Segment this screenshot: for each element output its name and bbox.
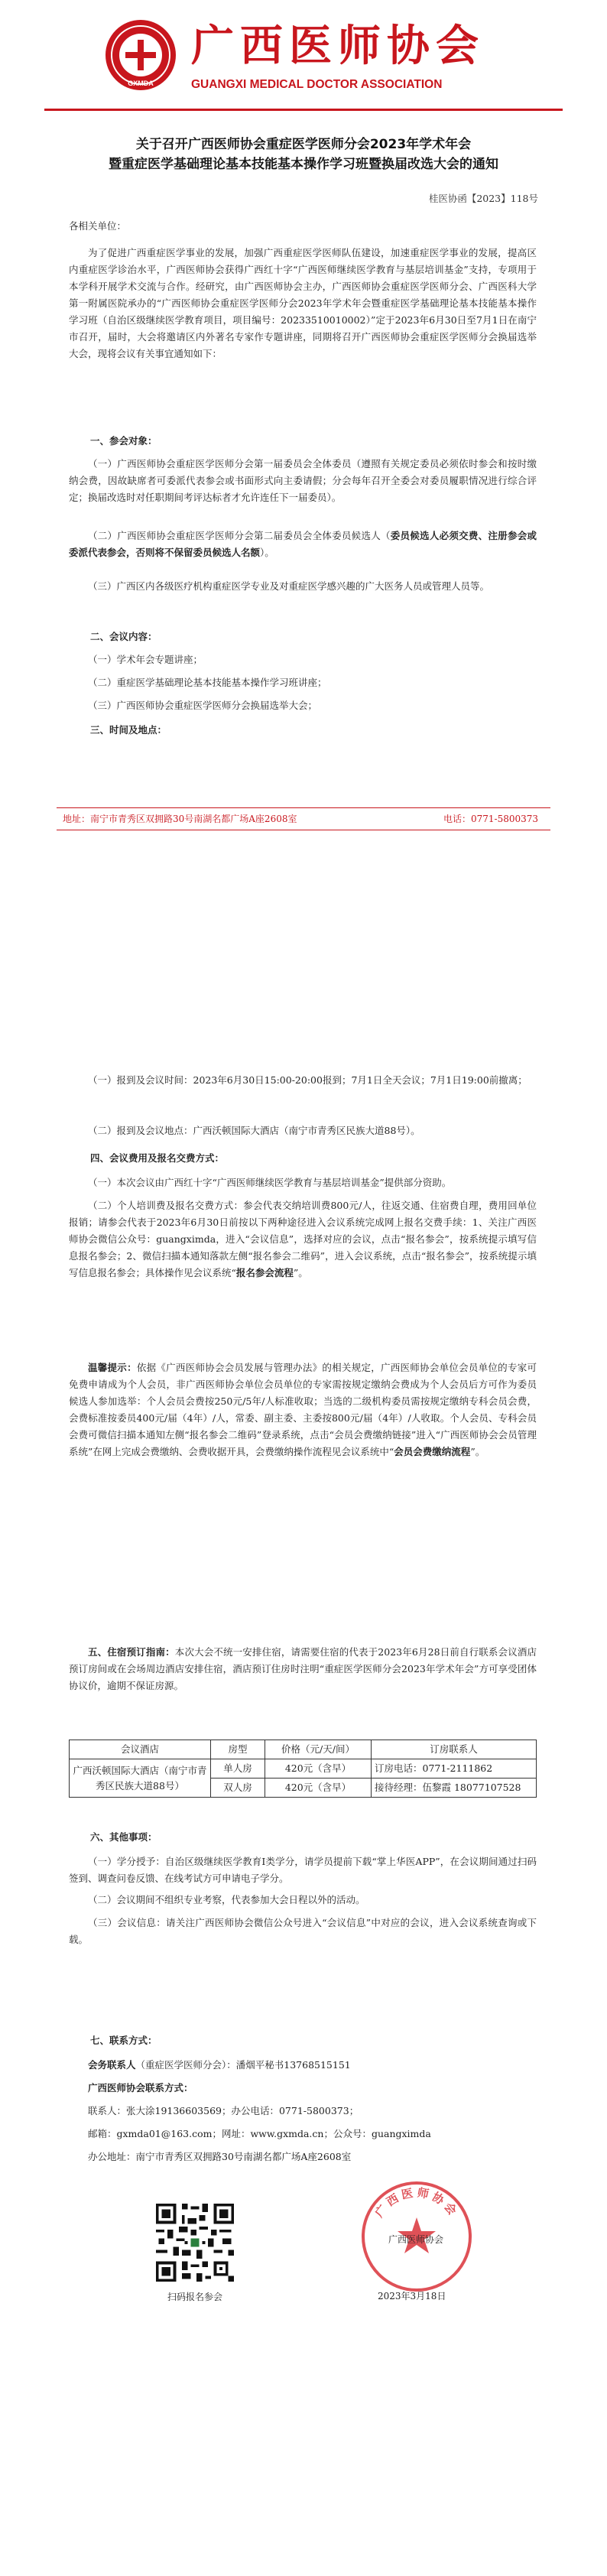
- candidate-requirement: 委员候选人必须交费、注册参会或委派代表参会，否则将不保留委员候选人名额: [69, 530, 537, 558]
- tip-label: 温馨提示：: [88, 1362, 137, 1373]
- room-type: 双人房: [211, 1779, 265, 1798]
- section-5-heading: 五、住宿预订指南：: [88, 1646, 175, 1658]
- s6-p2: （二）会议期间不组织专业考察，代表参加大会日程以外的活动。: [88, 1894, 365, 1905]
- room-type: 单人房: [211, 1759, 265, 1779]
- s7-contact-2: 广西医师协会联系方式：: [88, 2082, 193, 2094]
- intro-paragraph: 为了促进广西重症医学事业的发展，加强广西重症医学医师队伍建设，加速重症医学事业的发展，提高区内重症医学诊治水平，广西医师协会获得广西红十字“广西医师继续医学教育与基层培训基金”支持，专项用于本学科开展学术交流与合作。经研究，由广西医师协会主办，广西医师协会重症医学医师分会、广西医科大学第一附属医院承办的“广西医师协会重症医学医师分会2023年学术年会暨重症医学基础理论基本技能基本操作学习班（自治区级继续医学教育项目，项目编号：20233510010002）”定于2023年6月30日至7月1日在南宁市召开，届时，大会将邀请区内外著名专家作专题讲座，同期将召开广西医师协会重症医学医师分会换届选举大会，现将会议有关事宜通知如下：: [69, 247, 537, 359]
- s5-paragraph: 五、住宿预订指南：本次大会不统一安排住宿，请需要住宿的代表于2023年6月28日前自行联系会议酒店预订房间或在会场周边酒店安排住宿，酒店预订住房时注明“重症医学医师分会2023年学术年会”方可享受团体协议价，逾期不保证房源。: [69, 1646, 537, 1691]
- room-price: 420元（含早）: [265, 1759, 372, 1779]
- table-header: 房型: [211, 1740, 265, 1759]
- table-header-row: [70, 1740, 537, 1759]
- section-1-heading: 一、参会对象：: [90, 435, 157, 447]
- letterhead-divider: [44, 109, 563, 111]
- table-header: 会议酒店: [70, 1740, 211, 1759]
- s7-line-2: 邮箱：gxmda01@163.com；网址：www.gxmda.cn；公众号：guangximda: [88, 2128, 431, 2139]
- booking-contact: 接待经理：伍黎霞 18077107528: [372, 1779, 537, 1798]
- s4-tip: 温馨提示：依据《广西医师协会会员发展与管理办法》的相关规定，广西医师协会单位会员单位的专家可免费申请成为个人会员，非广西医师协会单位会员单位的专家需按规定缴纳会费成为个人会员后方可作为委员候选人参加选举：个人会员会费按250元/5年/人标准收取；当选的二级机构委员需按规定缴纳专科会员会费，会费标准按委员400元/届（4年）/人，常委、副主委、主委按800元/届（4年）/人收取。个人会员、专科会员会费可微信扫描本通知左侧“报名参会二维码”登录系统，点击“会员会费缴纳链接”进入“广西医师协会会员管理系统”在网上完成会费缴纳、会费收据开具，会费缴纳操作流程见会议系统中“会员会费缴纳流程”。: [69, 1362, 537, 1457]
- s2-item-2: （二）重症医学基础理论基本技能基本操作学习班讲座；: [88, 677, 327, 688]
- address-text: 地址：南宁市青秀区双拥路30号南湖名都广场A座2608室: [63, 814, 297, 824]
- qr-caption: 扫码报名参会: [167, 2292, 222, 2302]
- room-price: 420元（含早）: [265, 1779, 372, 1798]
- svg-text:广西医师协会: 广西医师协会: [372, 2185, 462, 2220]
- s7-line-1: 联系人：张大涂19136603569；办公电话：0771-5800373；: [88, 2105, 359, 2116]
- doc-title-line2: 暨重症医学基础理论基本技能基本操作学习班暨换届改选大会的通知: [109, 157, 498, 172]
- section-2-heading: 二、会议内容：: [90, 631, 157, 642]
- s3-p2: （二）报到及会议地点：广西沃顿国际大酒店（南宁市青秀区民族大道88号）。: [88, 1125, 420, 1136]
- address-footer-bar: [57, 807, 550, 830]
- table-header: 订房联系人: [372, 1740, 537, 1759]
- booking-contact: 订房电话：0771-2111862: [372, 1759, 537, 1779]
- signature-date: 2023年3月18日: [378, 2291, 446, 2302]
- table-row: [70, 1759, 537, 1779]
- s1-p3: （三）广西区内各级医疗机构重症医学专业及对重症医学感兴趣的广大医务人员或管理人员等。: [88, 580, 490, 592]
- signature-organization: 广西医师协会: [388, 2234, 444, 2245]
- section-7-heading: 七、联系方式：: [90, 2035, 157, 2046]
- s1-p1: （一）广西医师协会重症医学医师分会第一届委员会全体委员（遵照有关规定委员必须依时参会和按时缴纳会费，因故缺席者可委派代表参会或书面形式向主委请假；分会每年召开全委会对委员履职情况进行综合评定；换届改选时对任职期间考评达标者才允许连任下一届委员）。: [69, 458, 537, 503]
- registration-qr-code-icon[interactable]: [153, 2201, 237, 2285]
- doc-title-line1: 关于召开广西医师协会重症医学医师分会2023年学术年会: [135, 137, 472, 152]
- s3-p1: （一）报到及会议时间：2023年6月30日15:00-20:00报到；7月1日全天会议；7月1日19:00前撤离；: [88, 1074, 527, 1086]
- s2-item-1: （一）学术年会专题讲座；: [88, 654, 203, 665]
- doc-number: 桂医协函【2023】118号: [428, 193, 538, 204]
- table-header: 价格（元/天/间）: [265, 1740, 372, 1759]
- section-3-heading: 三、时间及地点：: [90, 724, 167, 736]
- section-6-heading: 六、其他事项：: [90, 1831, 157, 1843]
- s7-contact-1: 会务联系人（重症医学医师分会）：潘烟平秘书13768515151: [88, 2059, 351, 2071]
- phone-text: 电话：0771-5800373: [443, 814, 539, 824]
- s6-p3: （三）会议信息：请关注广西医师协会微信公众号进入“会议信息”中对应的会议，进入会议系统查询或下载。: [69, 1917, 537, 1945]
- salutation: 各相关单位：: [69, 220, 127, 232]
- section-4-heading: 四、会议费用及报名交费方式：: [90, 1152, 225, 1164]
- s1-p2: （二）广西医师协会重症医学医师分会第二届委员会全体委员候选人（委员候选人必须交费、注册参会或委派代表参会，否则将不保留委员候选人名额）。: [69, 530, 537, 558]
- letterhead: [0, 0, 607, 115]
- association-name-en: GUANGXI MEDICAL DOCTOR ASSOCIATION: [191, 78, 443, 91]
- hotel-table: [69, 1740, 537, 1798]
- association-name-cn: 广西医师协会: [191, 21, 485, 71]
- s6-p1: （一）学分授予：自治区级继续医学教育I类学分，请学员提前下载“掌上华医APP”，在会议期间通过扫码签到、调查问卷反馈、在线考试方可申请电子学分。: [69, 1856, 537, 1884]
- association-logo-icon: [104, 18, 177, 92]
- hotel-name: 广西沃顿国际大酒店（南宁市青秀区民族大道88号）: [70, 1759, 211, 1798]
- s4-p1: （一）本次会议由广西红十字“广西医师继续医学教育与基层培训基金”提供部分资助。: [88, 1177, 452, 1188]
- s7-line-3: 办公地址：南宁市青秀区双拥路30号南湖名都广场A座2608室: [88, 2151, 352, 2162]
- s2-item-3: （三）广西医师协会重症医学医师分会换届选举大会；: [88, 700, 318, 711]
- s4-p2: （二）个人培训费及报名交费方式：参会代表交纳培训费800元/人，往返交通、住宿费自理，费用回单位报销；请参会代表于2023年6月30日前按以下两种途径进入会议系统完成网上报名交费手续：1、关注广西医师协会微信公众号：guangximda，进入“会议信息”，选择对应的会议，点击“报名参会”，按系统提示填写信息报名参会；2、微信扫描本通知落款左侧“报名参会二维码”，进入会议系统，点击“报名参会”，按系统提示填写信息报名参会；具体操作见会议系统“报名参会流程”。: [69, 1200, 537, 1278]
- svg-text:GXMDA: GXMDA: [128, 80, 154, 87]
